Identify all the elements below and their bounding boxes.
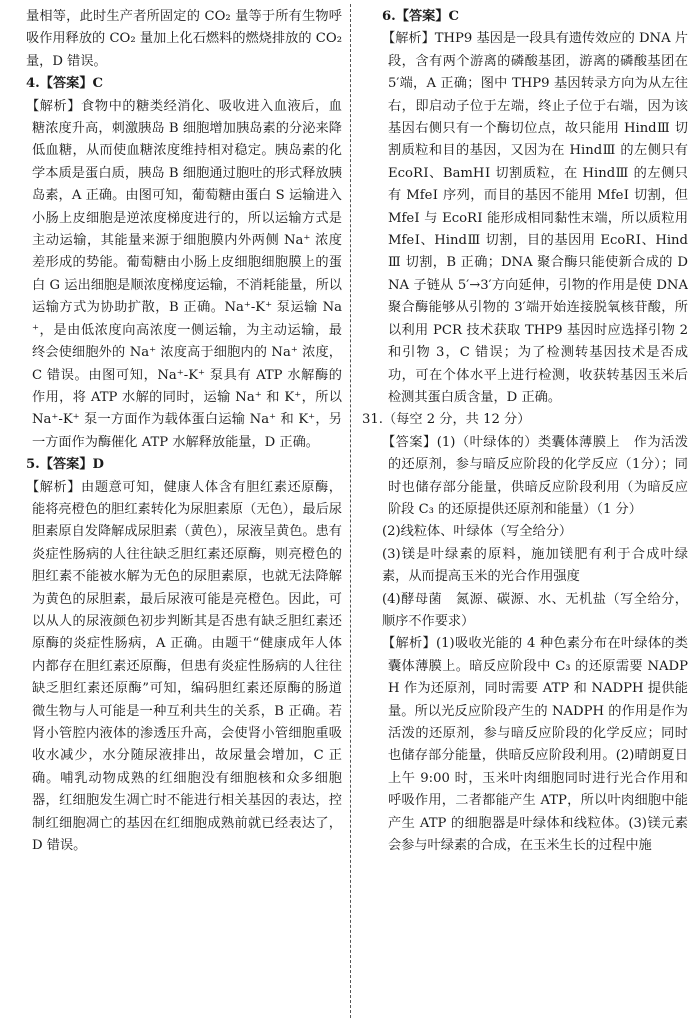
left-column [6, 6, 342, 1018]
right-paragraph-0: 6.【答案】C [382, 9, 460, 24]
column-divider [350, 4, 351, 1018]
right-column [362, 6, 688, 1018]
left-paragraph-1: 4.【答案】C [26, 76, 104, 92]
right-paragraph-2: 31.（每空 2 分，共 12 分） [362, 412, 531, 428]
right-paragraph-1: 【解析】THP9 基因是一段具有遗传效应的 DNA 片段，含有两个游离的磷酸基团，游离的磷酸基团在 5′端，A 正确；图中 THP9 基因转录方向为从左往右，即启动子位于左端，终止子位于右端，因为该基因右侧只有一个酶切位点，故只能用 HindⅢ 切割质粒和目的基因，又因为在 HindⅢ 的左侧只有 EcoRⅠ、BamHⅠ 切割质粒，在 HindⅢ 的左侧只有 MfeⅠ 序列，而目的基因不能用 MfeⅠ 切割，但 MfeⅠ 与 EcoRⅠ 能形成相同黏性末端，所以质粒用 MfeⅠ、HindⅢ 切割，目的基因用 EcoRⅠ、HindⅢ 切割，B 正确；DNA 聚合酶只能使新合成的 DNA 子链从 5′→3′方向延伸，引物的作用是使 DNA 聚合酶能够从引物的 3′端开始连接脱氧核苷酸，所以利用 PCR 技术获取 THP9 基因时应选择引物 2 和引物 3，C 错误；为了检测转基因技术是否成功，可在个体水平上进行检测，收获转基因玉米后检测其蛋白质含量，D 正确。 [382, 31, 688, 405]
right-paragraph-4: (2)线粒体、叶绿体（写全给分） [382, 524, 573, 540]
right-paragraph-3: 【答案】(1)（叶绿体的）类囊体薄膜上 作为活泼的还原剂，参与暗反应阶段的化学反应（1分）；同时也储存部分能量，供暗反应阶段利用（为暗反应阶段 C₃ 的还原提供还原剂和能量）（1 分） [382, 434, 688, 517]
right-paragraph-7: 【解析】(1)吸收光能的 4 种色素分布在叶绿体的类囊体薄膜上。暗反应阶段中 C₃ 的还原需要 NADPH 作为还原剂，同时需要 ATP 和 NADPH 提供能量。所以光反应阶段产生的 NADPH 的作用是作为活泼的还原剂，参与暗反应阶段的化学反应；同时也储存部分能量，供暗反应阶段利用。(2)晴朗夏日上午 9:00 时，玉米叶肉细胞同时进行光合作用和呼吸作用，二者都能产生 ATP，所以叶肉细胞中能产生 ATP 的细胞器是叶绿体和线粒体。(3)镁元素会参与叶绿素的合成，在玉米生长的过程中施 [382, 636, 688, 854]
right-paragraph-6: (4)酵母菌 氮源、碳源、水、无机盐（写全给分，顺序不作要求） [382, 591, 688, 629]
left-paragraph-0: 量相等，此时生产者所固定的 CO₂ 量等于所有生物呼吸作用释放的 CO₂ 量加上化石燃料的燃烧排放的 CO₂ 量，D 错误。 [26, 9, 342, 69]
left-paragraph-4: 【解析】由题意可知，健康人体含有胆红素还原酶，能将亮橙色的胆红素转化为尿胆素原（无色），最后尿胆素原自发降解成尿胆素（黄色），尿液呈黄色。患有炎症性肠病的人往往缺乏胆红素还原酶，则亮橙色的胆红素不能被水解为无色的尿胆素原，也就无法降解为黄色的尿胆素，最后尿液可能是亮橙色。因此，可以从人的尿液颜色初步判断其是否患有缺乏胆红素还原酶的炎症性肠病，A 正确。由题干“健康成年人体内都存在胆红素还原酶，但患有炎症性肠病的人往往缺乏胆红素还原酶”可知，编码胆红素还原酶的肠道微生物与人可能是一种互利共生的关系，B 正确。若肾小管腔内液体的渗透压升高，会使肾小管细胞重吸收水减少，水分随尿液排出，故尿量会增加，C 正确。哺乳动物成熟的红细胞没有细胞核和众多细胞器，红细胞发生凋亡时不能进行相关基因的表达，控制红细胞凋亡的基因在红细胞成熟前就已经表达了，D 错误。 [26, 479, 342, 854]
left-paragraph-3: 5.【答案】D [26, 457, 104, 473]
left-paragraph-2: 【解析】食物中的糖类经消化、吸收进入血液后，血糖浓度升高，刺激胰岛 B 细胞增加胰岛素的分泌来降低血糖，从而使血糖浓度维持相对稳定。胰岛素的化学本质是蛋白质，胰岛 B 细胞通过胞吐的形式释放胰岛素，A 正确。由图可知，葡萄糖由蛋白 S 运输进入小肠上皮细胞是逆浓度梯度进行的，所以运输方式是主动运输，其能量来源于细胞膜内外两侧 Na⁺ 浓度差形成的势能。葡萄糖由小肠上皮细胞细胞膜上的蛋白 G 运出细胞是顺浓度梯度运输，不消耗能量，所以运输方式为协助扩散，B 正确。Na⁺-K⁺ 泵运输 Na⁺，是由低浓度向高浓度一侧运输，为主动运输，最终会使细胞外的 Na⁺ 浓度高于细胞内的 Na⁺ 浓度，C 错误。由图可知，Na⁺-K⁺ 泵具有 ATP 水解酶的作用，将 ATP 水解的同时，运输 Na⁺ 和 K⁺，所以 Na⁺-K⁺ 泵一方面作为载体蛋白运输 Na⁺ 和 K⁺，另一方面作为酶催化 ATP 水解释放能量，D 正确。 [26, 98, 342, 450]
right-paragraph-5: (3)镁是叶绿素的原料，施加镁肥有利于合成叶绿素，从而提高玉米的光合作用强度 [382, 546, 688, 585]
